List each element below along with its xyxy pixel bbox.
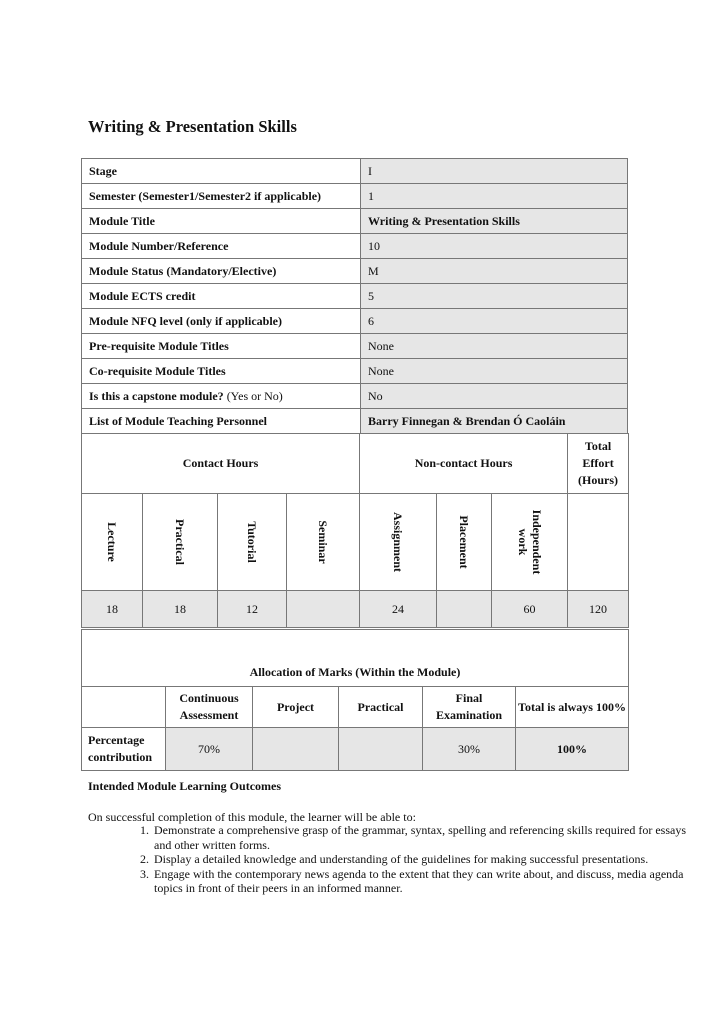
- info-label: [82, 384, 361, 409]
- info-label-text: Module Status (Mandatory/Elective): [89, 263, 277, 278]
- outcome-item: 2. Display a detailed knowledge and understanding of the guidelines for making successful presentations.: [152, 852, 692, 867]
- info-value: I: [361, 159, 628, 184]
- hours-value: 12: [218, 591, 287, 628]
- info-label-text: Co-requisite Module Titles: [89, 363, 226, 378]
- info-label-text: Module Title: [89, 213, 155, 228]
- hours-value: [437, 591, 492, 628]
- info-value: None: [361, 359, 628, 384]
- hours-column-header: [218, 494, 287, 591]
- hours-column-label: Independent work: [515, 509, 544, 575]
- hours-value: 120: [568, 591, 629, 628]
- marks-header: Final Examination: [423, 687, 516, 728]
- info-row: [82, 234, 628, 259]
- marks-value: [253, 728, 339, 771]
- marks-value: 30%: [423, 728, 516, 771]
- hours-column-header: [437, 494, 492, 591]
- hours-column-header: [360, 494, 437, 591]
- info-row: [82, 209, 628, 234]
- info-label: [82, 259, 361, 284]
- info-row: [82, 184, 628, 209]
- info-value: Barry Finnegan & Brendan Ó Caoláin: [361, 409, 628, 434]
- hours-column-label: Practical: [173, 519, 187, 565]
- marks-corner: [82, 687, 166, 728]
- hours-value: 60: [492, 591, 568, 628]
- hours-column-header: [287, 494, 360, 591]
- info-label-text: Is this a capstone module?: [89, 388, 224, 403]
- hours-table: [81, 433, 629, 628]
- info-value: 6: [361, 309, 628, 334]
- info-row: [82, 384, 628, 409]
- info-value: None: [361, 334, 628, 359]
- hours-column-header: [492, 494, 568, 591]
- info-row: [82, 309, 628, 334]
- hours-column-header: [143, 494, 218, 591]
- info-row: [82, 284, 628, 309]
- info-label: [82, 209, 361, 234]
- info-label: [82, 184, 361, 209]
- contact-hours-header: Contact Hours: [82, 434, 360, 494]
- info-label: [82, 409, 361, 434]
- hours-column-label: Tutorial: [245, 521, 259, 563]
- info-label: [82, 234, 361, 259]
- outcomes-title: Intended Module Learning Outcomes: [88, 779, 282, 793]
- info-row: [82, 409, 628, 434]
- marks-table: [81, 629, 629, 771]
- info-value: 1: [361, 184, 628, 209]
- info-label-text: Stage: [89, 163, 117, 178]
- outcome-item: 3. Engage with the contemporary news agenda to the extent that they can write about, and discuss, media agenda topics in front of their peers in an informed manner.: [152, 867, 692, 896]
- marks-header: Project: [253, 687, 339, 728]
- marks-value: 100%: [516, 728, 629, 771]
- total-effort-header: Total Effort (Hours): [568, 434, 629, 494]
- marks-row-label: Percentage contribution: [82, 728, 166, 771]
- info-value: 5: [361, 284, 628, 309]
- info-value: Writing & Presentation Skills: [361, 209, 628, 234]
- info-label: [82, 359, 361, 384]
- hours-column-label: Lecture: [105, 522, 119, 562]
- hours-value: 24: [360, 591, 437, 628]
- hours-column-header: [82, 494, 143, 591]
- module-info-table: [81, 158, 628, 434]
- info-label: [82, 159, 361, 184]
- info-label: [82, 334, 361, 359]
- info-value: 10: [361, 234, 628, 259]
- hours-column-label: Placement: [457, 515, 472, 569]
- info-label: [82, 284, 361, 309]
- marks-value: [339, 728, 423, 771]
- hours-value: 18: [82, 591, 143, 628]
- marks-title: Allocation of Marks (Within the Module): [82, 630, 629, 687]
- outcome-item: 1. Demonstrate a comprehensive grasp of the grammar, syntax, spelling and referencing skills required for essays and other written forms.: [152, 823, 692, 852]
- info-row: [82, 159, 628, 184]
- info-value: M: [361, 259, 628, 284]
- info-label: [82, 309, 361, 334]
- marks-header: Practical: [339, 687, 423, 728]
- noncontact-hours-header: Non-contact Hours: [360, 434, 568, 494]
- info-label-text: Semester (Semester1/Semester2 if applicable): [89, 188, 322, 203]
- hours-value: [287, 591, 360, 628]
- info-label-text: Module NFQ level (only if applicable): [89, 313, 282, 328]
- info-label-text: List of Module Teaching Personnel: [89, 413, 268, 428]
- outcomes-list: [88, 823, 692, 896]
- info-label-text: Module ECTS credit: [89, 288, 196, 303]
- info-label-text: Module Number/Reference: [89, 238, 229, 253]
- info-label-text: Pre-requisite Module Titles: [89, 338, 229, 353]
- page-title: Writing & Presentation Skills: [88, 117, 297, 136]
- info-label-note: (Yes or No): [223, 388, 283, 403]
- hours-total-spacer: [568, 494, 629, 591]
- info-value: No: [361, 384, 628, 409]
- hours-value: 18: [143, 591, 218, 628]
- marks-header: Total is always 100%: [516, 687, 629, 728]
- hours-column-label: Seminar: [316, 520, 331, 564]
- info-row: [82, 359, 628, 384]
- hours-column-label: Assignment: [391, 511, 406, 573]
- info-row: [82, 334, 628, 359]
- outcomes-intro: On successful completion of this module, the learner will be able to:: [88, 810, 416, 824]
- info-row: [82, 259, 628, 284]
- marks-value: 70%: [166, 728, 253, 771]
- marks-header: Continuous Assessment: [166, 687, 253, 728]
